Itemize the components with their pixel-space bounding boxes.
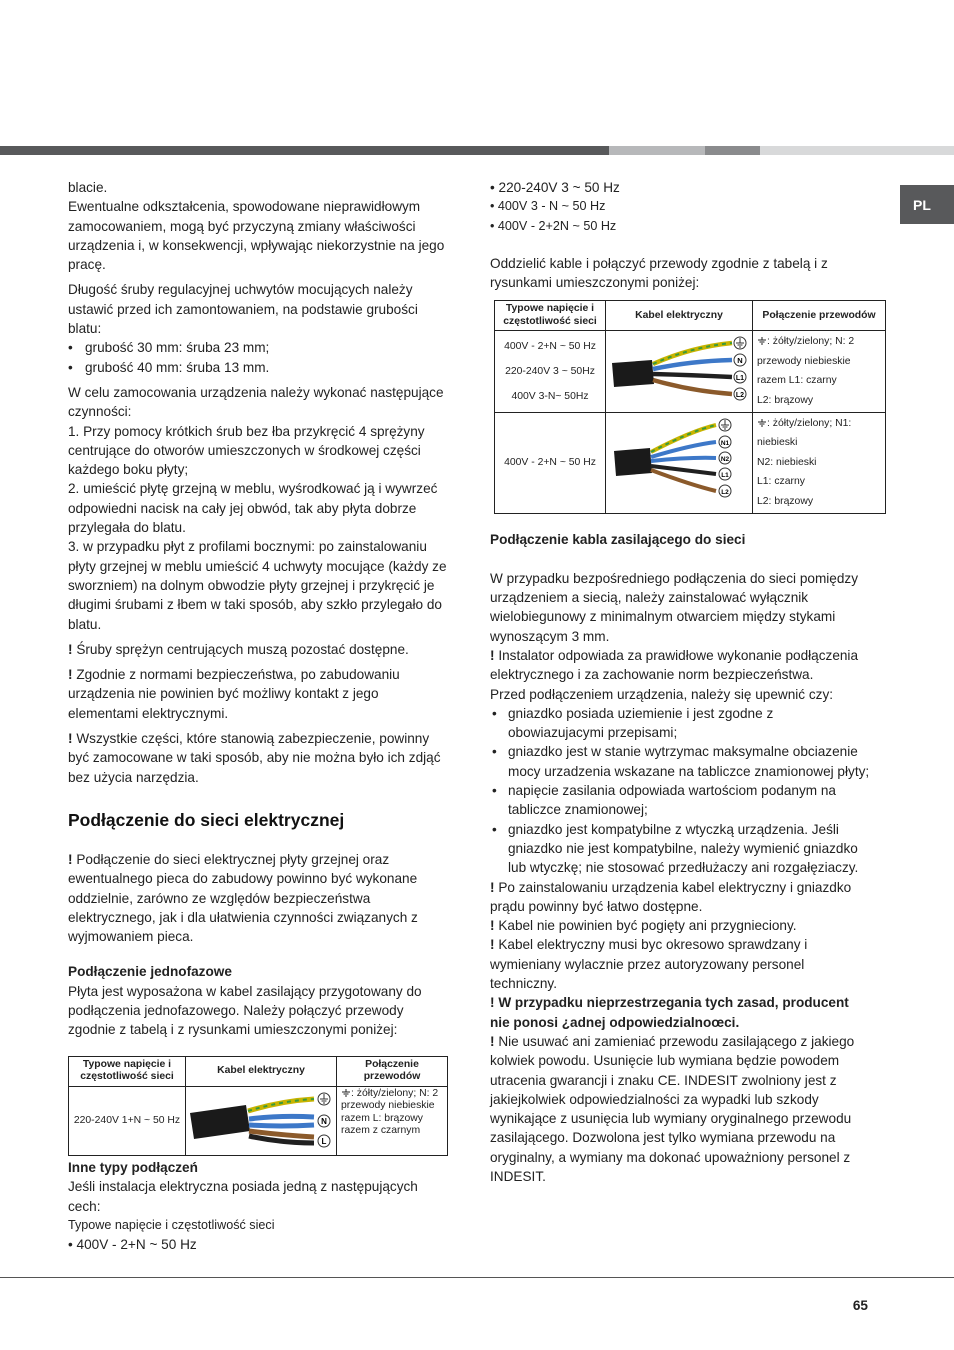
table-header: Połączenie przewodów <box>337 1056 448 1086</box>
table-header: Typowe napięcie i częstotliwość sieci <box>495 301 606 331</box>
connection-text: przewody niebieskie <box>757 355 851 367</box>
list-item: • napięcie zasilania odpowiada wartościom podanym na tabliczce znamionowej; <box>490 781 870 820</box>
connection-line <box>757 414 881 434</box>
wiring-table-multi <box>494 300 886 514</box>
paragraph: W celu zamocowania urządzenia należy wykonać następujące czynności: <box>68 384 444 420</box>
table-cell: 400V - 2+N ~ 50 Hz <box>495 412 606 514</box>
table-cell <box>753 331 886 413</box>
warning-note <box>490 916 870 935</box>
exclamation-icon: ! <box>490 879 495 895</box>
wire-blue <box>651 458 716 461</box>
connection-text: : żółty/zielony; N: 2 przewody niebieskie razem L: brązowy razem z czarnym <box>341 1087 439 1137</box>
connection-text: L1: czarny <box>757 476 805 488</box>
connection-text: L2: brązowy <box>757 495 814 507</box>
warning-text: Zgodnie z normami bezpieczeństwa, po zabudowaniu urządzenia nie powinien być możliwy kontakt z jego elementami elektrycznymi. <box>68 667 400 721</box>
header-bar-segment <box>705 146 760 155</box>
right-column <box>490 178 876 1186</box>
list-item: • gniazdko jest kompatybilne z wtyczką urządzenia. Jeśli gniazdko nie jest kompatybilne, należy wymienić gniazdko lub wtyczkę; nie stosować przedłużaczy ani rozgałęziaczy. <box>490 820 870 878</box>
warning-note <box>68 850 448 946</box>
svg-text:N: N <box>737 356 743 366</box>
warning-text: Instalator odpowiada za prawidłowe wykonanie podłączenia elektrycznego i za zachowanie norm bezpieczeństwa. <box>490 647 859 683</box>
warning-text: Po zainstalowaniu urządzenia kabel elektryczny i gniazdko prądu powinny być łatwo dostępne. <box>490 879 852 914</box>
table-header: Połączenie przewodów <box>753 301 886 331</box>
connection-text: N2: niebieski <box>757 456 817 468</box>
thickness-list <box>68 338 448 377</box>
ground-icon <box>341 1089 351 1097</box>
wire-brown <box>653 380 732 394</box>
exclamation-icon: ! <box>490 918 495 934</box>
warning-note <box>68 729 448 787</box>
table-header: Kabel elektryczny <box>606 301 753 331</box>
svg-text:L2: L2 <box>735 392 745 400</box>
warning-text: Wszystkie części, które stanowią zabezpieczenie, powinny być zamocowane w taki sposób, aby nie można było ich zdjąć bez użycia narzędzia. <box>68 731 441 785</box>
paragraph: Jeśli instalacja elektryczna posiada jedną z następujących cech: <box>68 1179 418 1214</box>
exclamation-icon: ! <box>68 667 73 683</box>
ground-icon <box>757 337 767 345</box>
warning-text: Podłączenie do sieci elektrycznej płyty grzejnej oraz ewentualnego pieca do zabudowy powinno być wykonane oddzielnie, zarówno ze względów bezpieczeństwa elektrycznego, jak i dla ułatwienia czynności związanych z wyjmowaniem pieca. <box>68 851 418 945</box>
warning-text: Śruby sprężyn centrujących muszą pozostać dostępne. <box>76 641 409 657</box>
warning-note <box>68 665 448 723</box>
voltage-value: 400V - 2+N ~ 50 Hz <box>504 341 596 353</box>
voltage-value: 220-240V 3 ~ 50Hz <box>505 366 595 378</box>
warning-note <box>490 935 870 993</box>
header-bar-segment <box>760 146 954 155</box>
cable-sheath <box>614 448 652 476</box>
exclamation-icon: ! <box>68 851 73 867</box>
warning-note <box>68 640 448 659</box>
subheading: Inne typy podłączeń <box>68 1160 198 1176</box>
paragraph: Przed podłączeniem urządzenia, należy się upewnić czy: <box>490 686 834 702</box>
cable-sheath <box>190 1105 250 1139</box>
list-item: • grubość 40 mm: śruba 13 mm. <box>68 358 448 377</box>
subheading: Podłączenie jednofazowe <box>68 964 232 980</box>
wire-blue <box>651 442 716 457</box>
cable-diagram-cell <box>606 331 753 413</box>
wiring-table-single <box>68 1056 448 1157</box>
paragraph: Oddzielić kable i połączyć przewody zgodnie z tabelą i z rysunkami umieszczonymi poniżej: <box>490 255 828 291</box>
paragraph: Ewentualne odkształcenia, spowodowane nieprawidłowym zamocowaniem, mogą być przyczyną zmiany właściwości urządzenia i, w konsekwencji, wpływając niekorzystnie na jego pracę. <box>68 199 445 273</box>
connection-text: : żółty/zielony; N1: <box>767 417 852 429</box>
cable-diagram-cell <box>186 1086 337 1156</box>
exclamation-icon: ! <box>68 641 73 657</box>
warning-note <box>490 878 870 917</box>
table-header: Kabel elektryczny <box>186 1056 337 1086</box>
left-column <box>68 178 448 1255</box>
language-tab: PL <box>900 185 954 224</box>
connection-text: niebieski <box>757 437 798 449</box>
warning-note <box>490 993 870 1032</box>
exclamation-icon: ! <box>490 647 495 663</box>
paragraph: Płyta jest wyposażona w kabel zasilający przygotowany do podłączenia jednofazowego. Należy połączyć przewody zgodnie z tabelą i z rysunkami umieszczonymi poniżej: <box>68 983 422 1038</box>
cable-diagram-cell <box>606 412 753 514</box>
exclamation-icon: ! <box>490 937 495 953</box>
cable-illustration <box>606 331 750 407</box>
warning-note <box>490 1032 870 1186</box>
warning-text: W przypadku nieprzestrzegania tych zasad, producent nie ponosi ¿adnej odpowiedzialnoœci. <box>490 995 849 1030</box>
table-cell <box>337 1086 448 1156</box>
voltage-item: • 220-240V 3 ~ 50 Hz <box>490 180 620 195</box>
paragraph: 2. umieścić płytę grzejną w meblu, wyśrodkować ją i wywrzeć odpowiedni nacisk na cały jej obwód, tak aby płyta dobrze przylegała do blatu. <box>68 481 438 536</box>
table-cell: 220-240V 1+N ~ 50 Hz <box>69 1086 186 1156</box>
list-item: • gniazdko jest w stanie wytrzymac maksymalne obciazenie mocy urzadzenia wskazane na tabliczce znamionowej płyty; <box>490 742 870 781</box>
wire-blue <box>249 1116 314 1119</box>
list-item: • grubość 30 mm: śruba 23 mm; <box>68 338 448 357</box>
exclamation-icon: ! <box>490 1033 495 1049</box>
table-header: Typowe napięcie i częstotliwość sieci <box>69 1056 186 1086</box>
svg-text:L1: L1 <box>721 471 729 479</box>
list-item: • gniazdko posiada uziemienie i jest zgodne z obowiazujacymi przepisami; <box>490 704 870 743</box>
cable-illustration <box>186 1087 336 1151</box>
svg-text:N1: N1 <box>720 439 730 447</box>
svg-text:L1: L1 <box>735 375 745 383</box>
wire-black <box>653 374 732 377</box>
header-bar-segment <box>0 146 609 155</box>
voltage-item: • 400V 3 - N ~ 50 Hz <box>490 199 606 214</box>
wire-blue <box>249 1125 314 1126</box>
exclamation-icon: ! <box>68 731 73 747</box>
section-heading: Podłączenie do sieci elektrycznej <box>68 809 345 830</box>
paragraph: W przypadku bezpośredniego podłączenia do sieci pomiędzy urządzeniem a siecią, należy zainstalować wyłącznik wielobiegunowy z minimalnym otwarciem między stykami wynoszącym 3 mm. <box>490 570 859 644</box>
connection-line <box>757 332 881 352</box>
svg-text:N2: N2 <box>720 455 730 463</box>
warning-text: Kabel nie powinien być pogięty ani przygnieciony. <box>498 918 797 934</box>
svg-text:N: N <box>321 1116 327 1126</box>
warning-text: Nie usuwać ani zamieniać przewodu zasilającego z jakiego kolwiek powodu. Usunięcie lub wymiana będzie powodem utracenia gwarancji i znaku CE. INDESIT zwolniony jest z jakiejkolwiek odpowiedzialności za wypadki lub szkody wynikające z usunięcia lub wymiany oryginalnego przewodu zasilającego. Dozwolona jest tylko wymiana przewodu na oryginalny, a wymiany ma dokonać upoważniony personel z INDESIT. <box>490 1033 855 1184</box>
header-bar-segment <box>609 146 705 155</box>
cable-illustration <box>606 413 750 509</box>
ground-icon <box>757 419 767 427</box>
voltage-value: 400V 3-N~ 50Hz <box>511 391 589 403</box>
paragraph: Długość śruby regulacyjnej uchwytów mocujących należy ustawić przed ich zamontowaniem, na podstawie grubości blatu: <box>68 282 418 337</box>
paragraph: 3. w przypadku płyt z profilami bocznymi: po zainstalowaniu płyty grzejnej w meblu umieścić 4 uchwyty mocujące (każdy ze sworzniem) na dolnym obwodzie płyty grzejnej i przykręcić je długimi śrubami z łbem w taki sposób, aby szkło przylegało do blatu. <box>68 539 447 632</box>
check-list <box>490 704 870 878</box>
voltage-item: • 400V - 2+2N ~ 50 Hz <box>490 218 617 233</box>
subheading: Podłączenie kabla zasilającego do sieci <box>490 532 746 548</box>
cable-sheath <box>612 360 654 387</box>
table-cell <box>753 412 886 514</box>
connection-text: L2: brązowy <box>757 394 814 406</box>
connection-text: razem L1: czarny <box>757 375 837 387</box>
svg-text:L2: L2 <box>721 488 729 496</box>
warning-note <box>490 646 870 685</box>
exclamation-icon: ! <box>490 995 495 1011</box>
table-cell <box>495 331 606 413</box>
voltage-item: • 400V - 2+N ~ 50 Hz <box>68 1237 197 1253</box>
header-bar <box>0 146 954 155</box>
connection-text: : żółty/zielony; N: 2 <box>767 336 855 348</box>
warning-text: Kabel elektryczny musi byc okresowo sprawdzany i wymieniany wylacznie przez autoryzowany personel techniczny. <box>490 937 808 992</box>
footer-divider <box>0 1277 954 1278</box>
page-number: 65 <box>852 1298 868 1313</box>
svg-text:L: L <box>321 1136 327 1146</box>
paragraph: Typowe napięcie i częstotliwość sieci <box>68 1217 275 1232</box>
paragraph: 1. Przy pomocy krótkich śrub bez łba przykręcić 4 sprężyny centrujące do otworów umieszczonych w środkowej części każdego boku płyty; <box>68 423 425 478</box>
paragraph: blacie. <box>68 180 108 195</box>
